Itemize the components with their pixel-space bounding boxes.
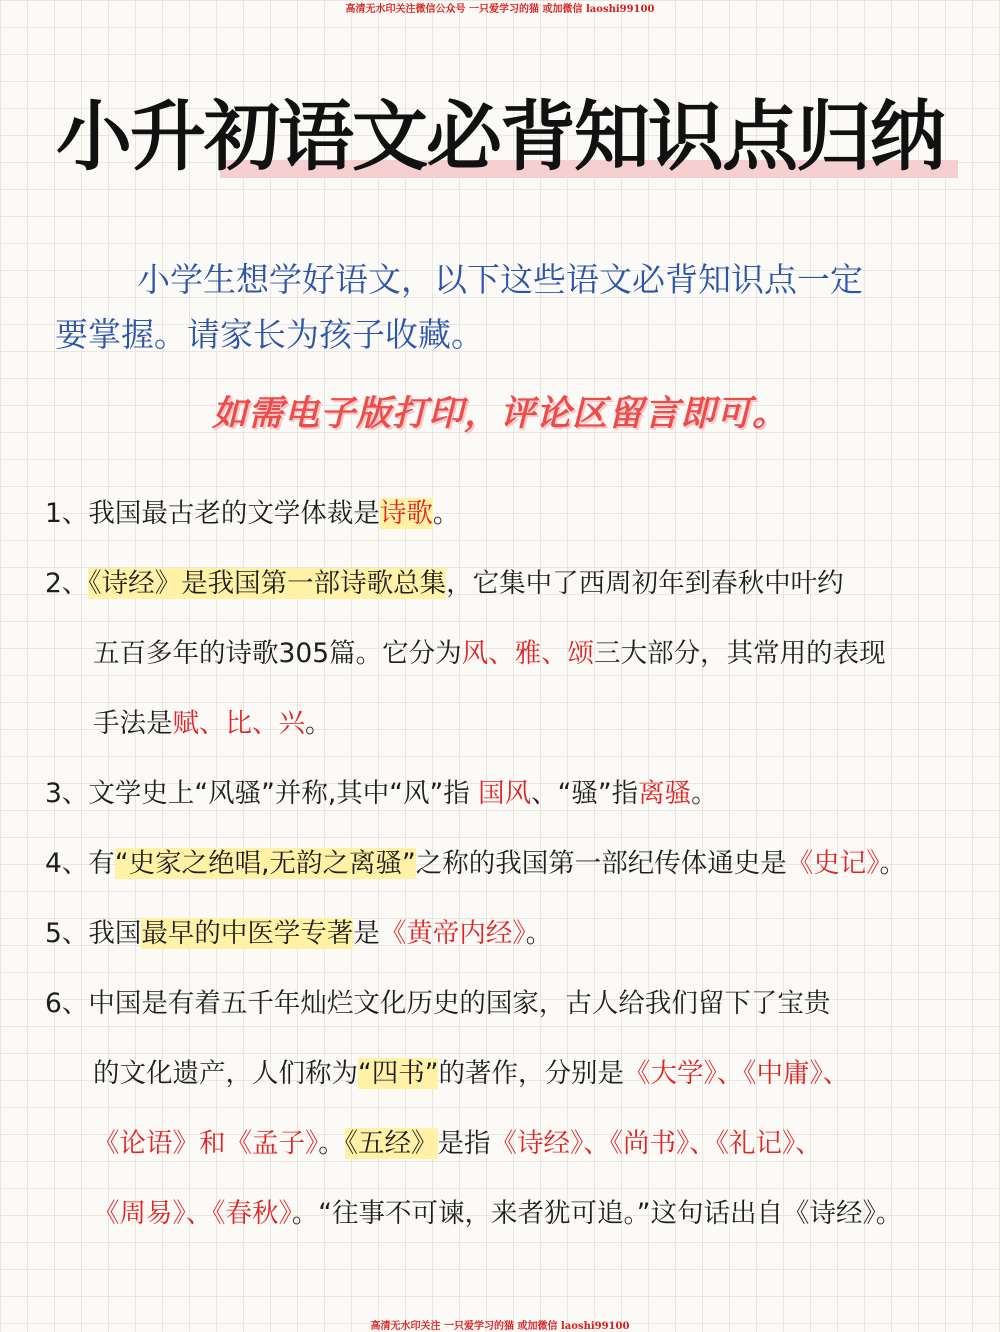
list-item-2-cont-2 [93, 704, 332, 744]
item-text: 三大部分，其常用的表现 [594, 638, 886, 669]
item-text: 文学史上“风骚”并称,其中“风”指 [88, 778, 479, 809]
item-keyword: 《周易》、《春秋》 [93, 1198, 292, 1229]
item-text: 是 [353, 918, 380, 949]
item-text: 、“骚”指 [531, 778, 639, 809]
item-highlight: 《诗经》是我国第一部诗歌总集 [88, 568, 447, 599]
print-call-to-action: 如需电子版打印，评论区留言即可。 [211, 394, 788, 434]
item-keyword: 赋、比、兴 [172, 708, 305, 739]
list-item-6-cont-1 [93, 1054, 849, 1094]
item-text: 。 [879, 848, 907, 879]
page-title: 小升初语文必背知识点归纳 [56, 92, 944, 181]
item-keyword: 《黄帝内经》 [379, 918, 526, 949]
watermark-bottom: 高清无水印关注 一只爱学习的猫 或加微信 laoshi99100 [370, 1321, 630, 1332]
list-item-2 [45, 564, 844, 604]
watermark-top: 高清无水印关注微信公众号 一只爱学习的猫 或加微信 laoshi99100 [345, 4, 655, 15]
list-item-5 [45, 914, 552, 954]
item-number: 4、 [45, 848, 89, 879]
item-text: 有 [88, 848, 115, 879]
item-text: 。“往事不可谏，来者犹可追。”这句话出自《诗经》。 [291, 1198, 903, 1229]
item-highlight: “史家之绝唱,无韵之离骚” [114, 848, 416, 879]
item-keyword: 国风 [478, 778, 532, 809]
item-text: 的著作，分别是 [438, 1058, 624, 1089]
item-text: 之称的我国第一部纪传体通史是 [415, 848, 787, 879]
item-keyword: 诗歌 [379, 498, 433, 529]
item-text: 中国是有着五千年灿烂文化历史的国家，古人给我们留下了宝贵 [88, 988, 831, 1019]
item-number: 3、 [45, 778, 89, 809]
item-keyword: 离骚 [638, 778, 692, 809]
item-text: 。 [305, 708, 332, 739]
item-text: ，它集中了西周初年到春秋中叶约 [446, 568, 844, 599]
item-text: 是指 [437, 1128, 491, 1159]
item-text: 。 [525, 918, 553, 949]
intro-line-2: 要掌握。请家长为孩子收藏。 [55, 315, 484, 354]
item-keyword: 风、雅、颂 [461, 638, 595, 669]
intro-paragraph [55, 252, 955, 362]
list-item-6-cont-3 [93, 1194, 902, 1234]
item-keyword: 《论语》和《孟子》 [93, 1128, 319, 1159]
item-highlight: “四书” [358, 1058, 439, 1089]
list-item-1 [45, 494, 459, 534]
item-keyword: 《诗经》、《尚书》、《礼记》、 [490, 1128, 822, 1159]
list-item-3 [45, 774, 718, 814]
list-item-6-cont-2 [93, 1124, 822, 1164]
item-highlight: 最早的中医学专著 [141, 918, 354, 949]
item-number: 1、 [45, 498, 89, 529]
item-text: 我国 [88, 918, 142, 949]
list-item-6 [45, 984, 830, 1024]
item-number: 5、 [45, 918, 89, 949]
title-area [0, 92, 1000, 182]
intro-line-1: 小学生想学好语文，以下这些语文必背知识点一定 [137, 260, 863, 299]
list-item-2-cont-1 [93, 634, 886, 674]
item-highlight: 《五经》 [344, 1128, 438, 1159]
item-text: 。 [691, 778, 718, 809]
item-text: 手法是 [93, 708, 173, 739]
item-number: 6、 [45, 988, 89, 1019]
item-text: 五百多年的诗歌305篇。它分为 [93, 638, 462, 669]
item-text: 。 [432, 498, 460, 529]
item-text: 的文化遗产，人们称为 [93, 1058, 358, 1089]
item-text: 。 [318, 1128, 345, 1159]
item-text: 我国最古老的文学体裁是 [88, 498, 380, 529]
list-item-4 [45, 844, 906, 884]
item-number: 2、 [45, 568, 89, 599]
item-keyword: 《史记》 [786, 848, 880, 879]
item-keyword: 《大学》、《中庸》、 [623, 1058, 850, 1089]
